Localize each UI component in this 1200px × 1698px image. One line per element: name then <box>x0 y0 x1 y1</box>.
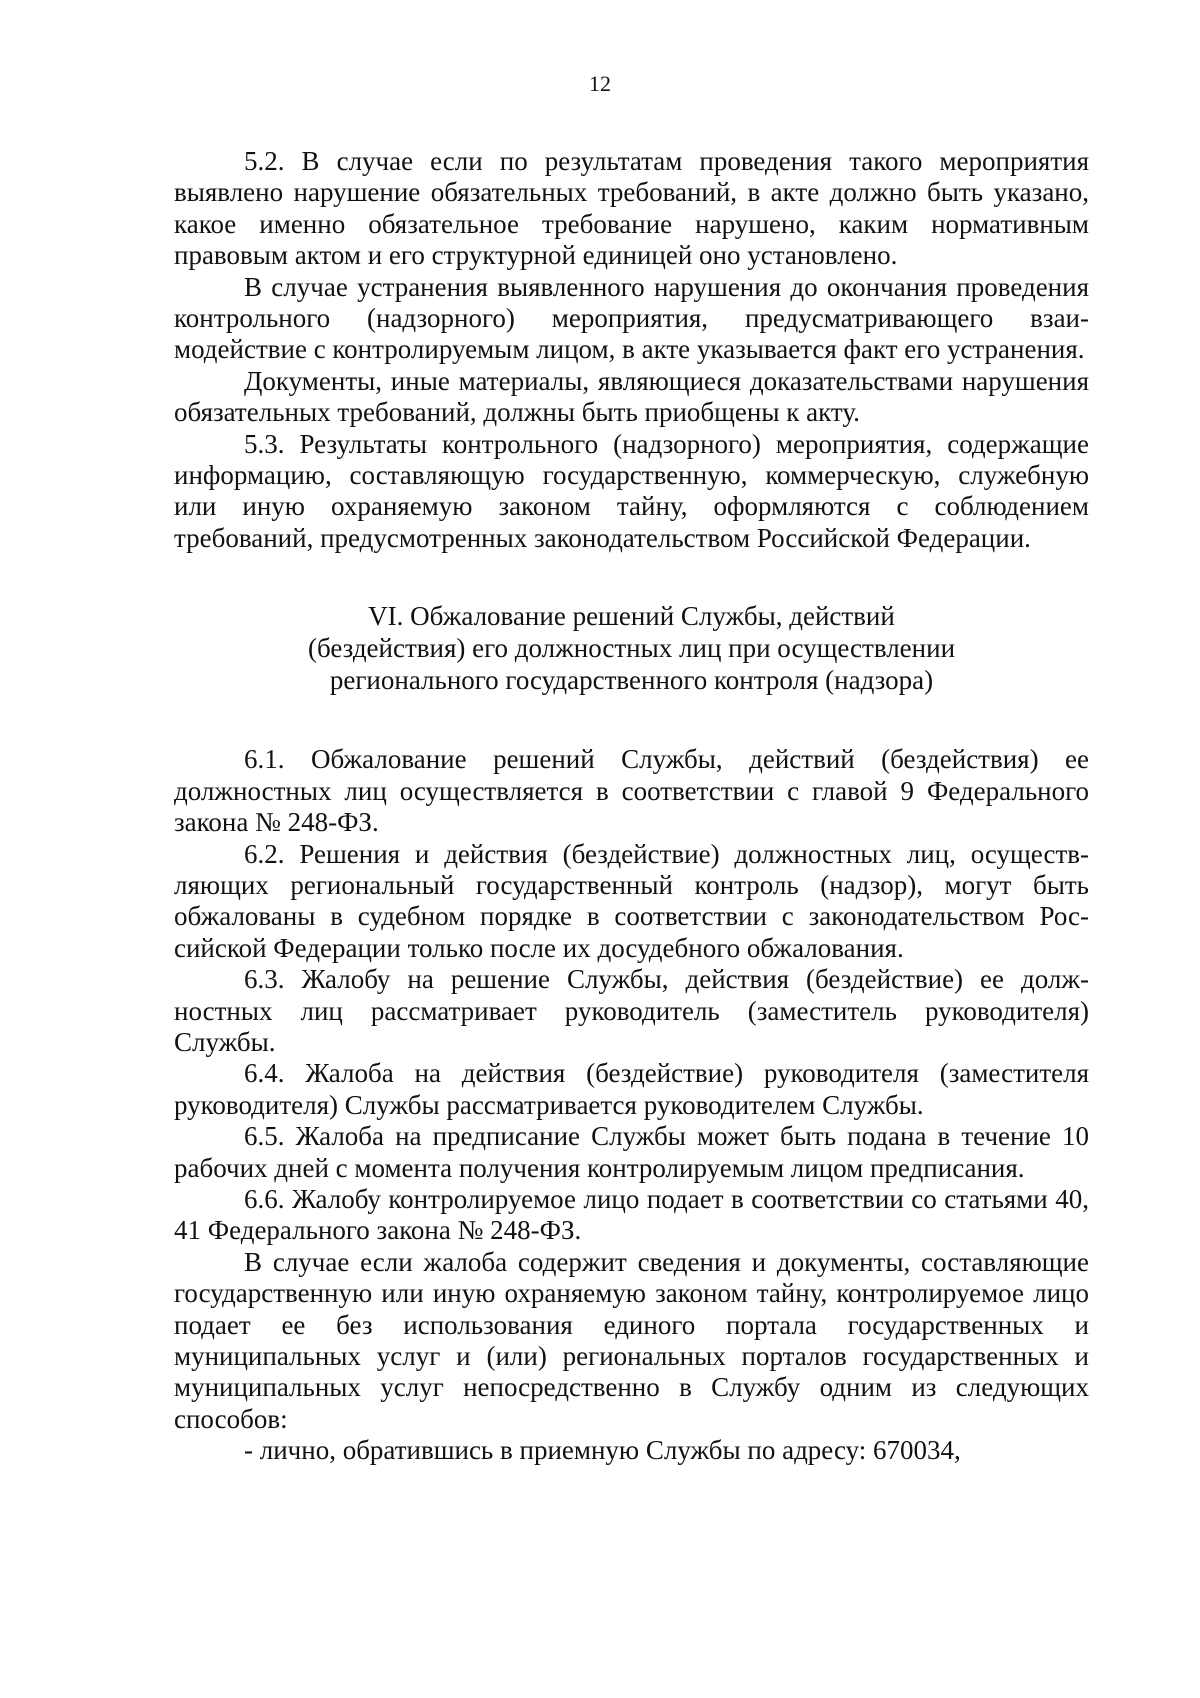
paragraph-6-3: 6.3. Жалобу на решение Службы, действия (бездействие) ее должностных лиц рассматривает руководитель (заместитель руководителя) Службы. <box>174 964 1089 1057</box>
paragraph-in-person-method: - лично, обратившись в приемную Службы по адресу: 670034, <box>244 1435 961 1466</box>
paragraph-5-3: 5.3. Результаты контрольного (надзорного) мероприятия, содержащие информацию, составляющую государственную, коммерческую, служебную или иную охраняемую законом тайну, оформляются с соблюдением требований, предусмотренных законодательством Российской Федерации. <box>174 428 1089 553</box>
paragraph-violation-elimination: В случае устранения выявленного нарушения до окончания проведения контрольного (надзорного) мероприятия, предусматривающего взаимодействие с контролируемым лицом, в акте указывается факт его устранения. <box>174 271 1089 365</box>
paragraph-6-1: 6.1. Обжалование решений Службы, действий (бездействия) ее должностных лиц осуществляется в соответствии с главой 9 Федерального закона № 248-ФЗ. <box>174 744 1089 838</box>
paragraph-evidence-documents: Документы, иные материалы, являющиеся доказательствами нарушения обязательных требований, должны быть приобщены к акту. <box>174 365 1089 428</box>
section-heading-line-2: (бездействия) его должностных лиц при осуществлении <box>307 633 956 664</box>
section-heading <box>174 600 1089 696</box>
paragraph-5-2: 5.2. В случае если по результатам проведения такого мероприятия выявлено нарушение обязательных требований, в акте должно быть указано, какое именно обязательное требование нарушено, каким нормативным правовым актом и его структурной единицей оно установлено. <box>174 146 1089 271</box>
paragraph-6-6: 6.6. Жалобу контролируемое лицо подает в соответствии со статьями 40, 41 Федерального закона № 248-ФЗ. <box>174 1183 1089 1246</box>
section-heading-line-1: VI. Обжалование решений Службы, действий <box>368 601 895 632</box>
paragraph-6-5: 6.5. Жалоба на предписание Службы может быть подана в течение 10 рабочих дней с момента получения контролируемым лицом предписания. <box>174 1121 1089 1183</box>
section-heading-line-3: регионального государственного контроля (надзора) <box>329 665 934 696</box>
page-number: 12 <box>589 71 611 96</box>
paragraph-6-4: 6.4. Жалоба на действия (бездействие) руководителя (заместителя руководителя) Службы рассматривается руководителем Службы. <box>174 1058 1089 1120</box>
paragraph-6-2: 6.2. Решения и действия (бездействие) должностных лиц, осуществляющих региональный государственный контроль (надзор), могут быть обжалованы в судебном порядке в соответствии с законодательством Российской Федерации только после их досудебного обжалования. <box>174 838 1089 963</box>
document-body <box>174 146 1089 1467</box>
paragraph-secret-complaint: В случае если жалоба содержит сведения и документы, составляющие государственную или иную охраняемую законом тайну, контролируемое лицо подает ее без использования единого портала государственных и муниципальных услуг и (или) региональных порталов государственных и муниципальных услуг непосредственно в Службу одним из следующих способов: <box>174 1246 1089 1434</box>
